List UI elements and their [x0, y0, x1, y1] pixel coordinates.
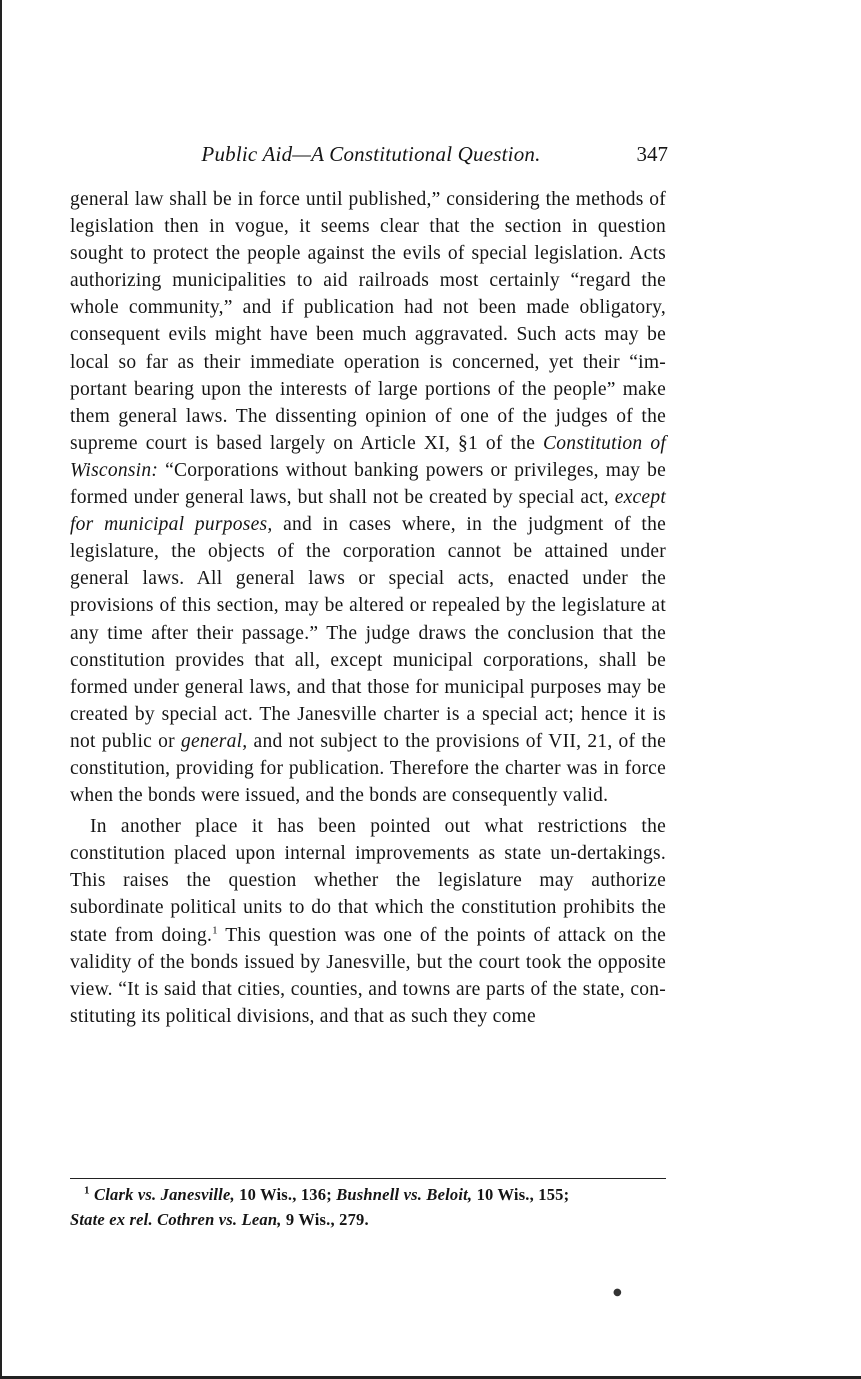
- italic-except-for-municipal-purposes: except for municipal purposes,: [70, 487, 666, 536]
- footnote-case-bushnell: Bushnell vs. Beloit,: [336, 1185, 473, 1204]
- footnote-reference[interactable]: 1: [212, 924, 218, 937]
- footnote-mark: 1: [84, 1184, 90, 1197]
- page-number: 347: [636, 142, 668, 166]
- italic-general: general,: [180, 730, 248, 752]
- paragraph-2: [70, 813, 666, 1030]
- footnote-1: [70, 1182, 666, 1232]
- italic-constitution-of-wisconsin: Constitution of Wisconsin:: [70, 432, 666, 481]
- body-text: [70, 186, 666, 1030]
- page-header: [74, 142, 668, 170]
- footnote-cite-bushnell: 10 Wis., 155;: [472, 1185, 570, 1204]
- footnote-divider: [70, 1178, 666, 1179]
- paragraph-1-text-b: “Corporations without banking powers or privileges, may be formed under general laws, but shall not be created by special act,: [70, 459, 666, 509]
- paragraph-1-text-c: and in cases where, in the judgment of the legislature, the objects of the corporation cannot be attained under general laws. All general laws or special acts, enacted under the provisions of this section, may be altered or repealed by the legislature at any time after their passage.” The judge draws the conclusion that the constitution provides that all, except municipal corporations, shall be formed under general laws, and that those for municipal purposes may be created by special act. The Janesville charter is a special act; hence it is not public or: [70, 514, 666, 752]
- footnote-cite-cothren: 9 Wis., 279.: [281, 1210, 369, 1229]
- footnote-case-clark: Clark vs. Janesville,: [94, 1185, 235, 1204]
- footnote-case-cothren: State ex rel. Cothren vs. Lean,: [70, 1210, 282, 1229]
- paragraph-2-text-b: This question was one of the points of attack on the validity of the bonds issued by Janesville, but the court took the opposite view. “It is said that cities, counties, and towns are parts of the state, con-stituting its political divisions, and that as such they come: [70, 924, 667, 1027]
- running-title: Public Aid—A Constitutional Question.: [201, 142, 541, 166]
- footnotes: [70, 1182, 666, 1232]
- paragraph-1-text-a: general law shall be in force until published,” considering the methods of legislation then in vogue, it seems clear that the section in question sought to protect the people against the evils of special legislation. Acts authorizing municipalities to aid railroads most certainly “regard the whole community,” and if publication had not been made obligatory, consequent evils might have been much aggravated. Such acts may be local so far as their immediate operation is concerned, yet their “im-portant bearing upon the interests of large portions of the people” make them general laws. The dissenting opinion of one of the judges of the supreme court is based largely on Article XI, §1 of the: [70, 189, 666, 454]
- paragraph-2-text-a: In another place it has been pointed out what restrictions the constitution placed upon internal improvements as state un-dertakings. This raises the question whether the legislature may authorize subordinate political units to do that which the constitution prohibits the state from doing.: [70, 816, 666, 946]
- paragraph-1: [70, 186, 666, 809]
- paragraph-1-text-d: and not subject to the provisions of VII, 21, of the constitution, providing for publication. Therefore the charter was in force when the bonds were issued, and the bonds are consequently valid.: [70, 730, 666, 807]
- ink-smudge: ●: [613, 1287, 622, 1298]
- footnote-cite-clark: 10 Wis., 136;: [234, 1185, 337, 1204]
